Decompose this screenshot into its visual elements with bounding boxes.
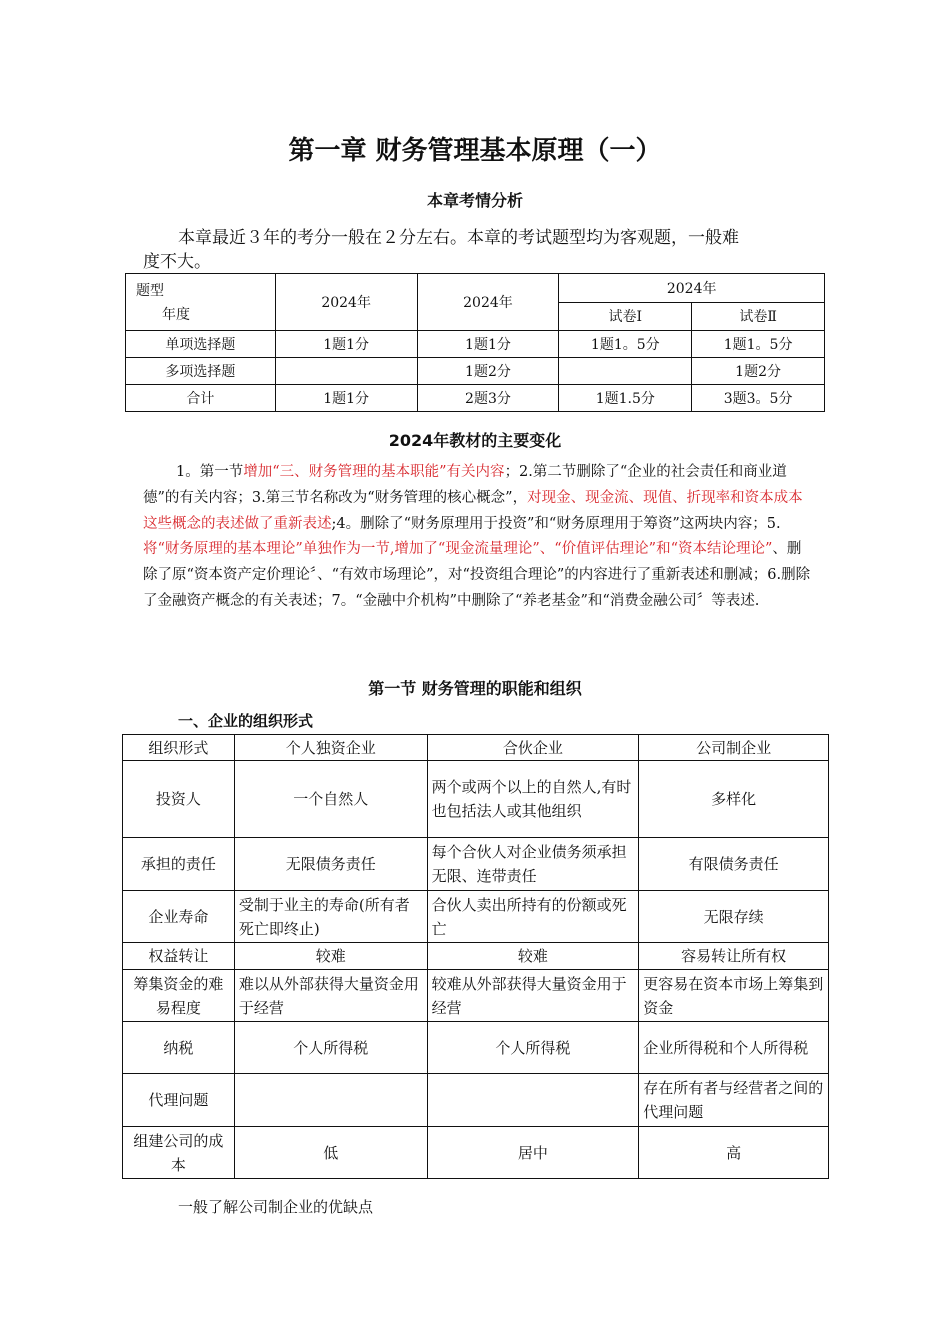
table-row	[126, 385, 825, 412]
cell: 1题2分	[692, 358, 825, 385]
table-row	[126, 331, 825, 358]
intro-line-1: 本章最近３年的考分一般在２分左右。本章的考试题型均为客观题，一般难	[178, 228, 739, 248]
footer-note: 一般了解公司制企业的优缺点	[178, 1198, 374, 1216]
row-label: 单项选择题	[126, 331, 276, 358]
corner-cell	[126, 274, 276, 331]
table-row	[123, 891, 829, 943]
table-row	[123, 838, 829, 891]
cell: 难以从外部获得大量资金用于经营	[234, 970, 427, 1022]
cell: 3题3。5分	[692, 385, 825, 412]
paper-2-header: 试卷Ⅱ	[692, 302, 825, 331]
cell: 较难	[427, 943, 639, 970]
cell: 无限存续	[639, 891, 829, 943]
cell: 企业所得税和个人所得税	[639, 1022, 829, 1074]
change-text-highlight: 增加“三、财务管理的基本职能”有关内容	[243, 464, 505, 480]
change-text: 、删除了原“资本资产定价理论〞、“有效市场理论”，对“投资组合理论”的内容进行了重新表述和删减；6.删除了金融资产概念的有关表述；7。“金融中介机构”中删除了“养老基金”和“消费金融公司〞等表述.	[143, 541, 811, 609]
table-row	[126, 358, 825, 385]
row-label: 多项选择题	[126, 358, 276, 385]
row-label: 筹集资金的难易程度	[123, 970, 235, 1022]
cell: 个人所得税	[427, 1022, 639, 1074]
header-cell: 合伙企业	[427, 735, 639, 761]
table-row	[123, 1074, 829, 1127]
cell: 多样化	[639, 761, 829, 838]
cell: 个人所得税	[234, 1022, 427, 1074]
year-header-3: 2024年	[559, 274, 825, 303]
cell: 无限债务责任	[234, 838, 427, 891]
exam-stats-table	[125, 273, 825, 412]
change-text: 1。第一节	[176, 464, 244, 480]
section-heading: 第一节 财务管理的职能和组织	[368, 679, 582, 698]
row-label: 企业寿命	[123, 891, 235, 943]
table-row	[123, 1127, 829, 1179]
corner-bottom-label: 年度	[162, 307, 190, 323]
header-cell: 公司制企业	[639, 735, 829, 761]
cell: 容易转让所有权	[639, 943, 829, 970]
cell	[427, 1074, 639, 1127]
changes-heading: 2024年教材的主要变化	[388, 431, 562, 450]
cell: 高	[639, 1127, 829, 1179]
cell: 居中	[427, 1127, 639, 1179]
table-row	[123, 761, 829, 838]
change-text-highlight: 将“财务原理的基本理论”单独作为一节,增加了“现金流量理论”、“价值评估理论”和“资本结论理论”	[143, 541, 773, 558]
cell: 较难从外部获得大量资金用于经营	[427, 970, 639, 1022]
cell: 1题1分	[275, 385, 417, 412]
change-text: ；2.第二节删除了“企业的社会责任和商业道德”的有关内容；3.第三节名称改为“财务管理的核心概念”，	[143, 464, 787, 506]
cell: 每个合伙人对企业债务须承担无限、连带责任	[427, 838, 639, 891]
cell: 1题1分	[417, 331, 559, 358]
cell	[234, 1074, 427, 1127]
cell: 1题1分	[275, 331, 417, 358]
change-text-highlight: 对现金、现金流、现值、折现率和资本成本这些概念的表述做了重新表述	[143, 489, 803, 532]
header-cell: 个人独资企业	[234, 735, 427, 761]
org-forms-table	[122, 734, 829, 1179]
year-header-2: 2024年	[417, 274, 559, 331]
table-row	[123, 1022, 829, 1074]
row-label: 投资人	[123, 761, 235, 838]
cell: 两个或两个以上的自然人,有时也包括法人或其他组织	[427, 761, 639, 838]
cell	[559, 358, 692, 385]
cell: 2题3分	[417, 385, 559, 412]
cell: 有限债务责任	[639, 838, 829, 891]
cell: 存在所有者与经营者之间的代理问题	[639, 1074, 829, 1127]
cell	[275, 358, 417, 385]
corner-top-label: 题型	[136, 283, 164, 299]
cell: 一个自然人	[234, 761, 427, 838]
cell: 受制于业主的寿命(所有者死亡即终止)	[234, 891, 427, 943]
change-text: ;4。删除了“财务原理用于投资”和“财务原理用于筹资”这两块内容；5.	[331, 515, 781, 532]
cell: 合伙人卖出所持有的份额或死亡	[427, 891, 639, 943]
cell: 更容易在资本市场上筹集到资金	[639, 970, 829, 1022]
row-label: 权益转让	[123, 943, 235, 970]
chapter-title: 第一章 财务管理基本原理（一）	[288, 136, 662, 166]
header-cell: 组织形式	[123, 735, 235, 761]
cell: 1题2分	[417, 358, 559, 385]
row-label: 组建公司的成本	[123, 1127, 235, 1179]
table-row	[123, 943, 829, 970]
year-header-1: 2024年	[275, 274, 417, 331]
row-label: 承担的责任	[123, 838, 235, 891]
paper-1-header: 试卷Ⅰ	[559, 302, 692, 331]
analysis-heading: 本章考情分析	[426, 191, 523, 210]
intro-line-2: 度不大。	[143, 252, 211, 272]
table-row	[123, 970, 829, 1022]
cell: 1题1.5分	[559, 385, 692, 412]
cell: 1题1。5分	[559, 331, 692, 358]
row-label: 合计	[126, 385, 276, 412]
cell: 较难	[234, 943, 427, 970]
row-label: 代理问题	[123, 1074, 235, 1127]
subsection-heading: 一、企业的组织形式	[178, 712, 314, 730]
row-label: 纳税	[123, 1022, 235, 1074]
cell: 低	[234, 1127, 427, 1179]
changes-paragraph	[143, 460, 811, 615]
cell: 1题1。5分	[692, 331, 825, 358]
